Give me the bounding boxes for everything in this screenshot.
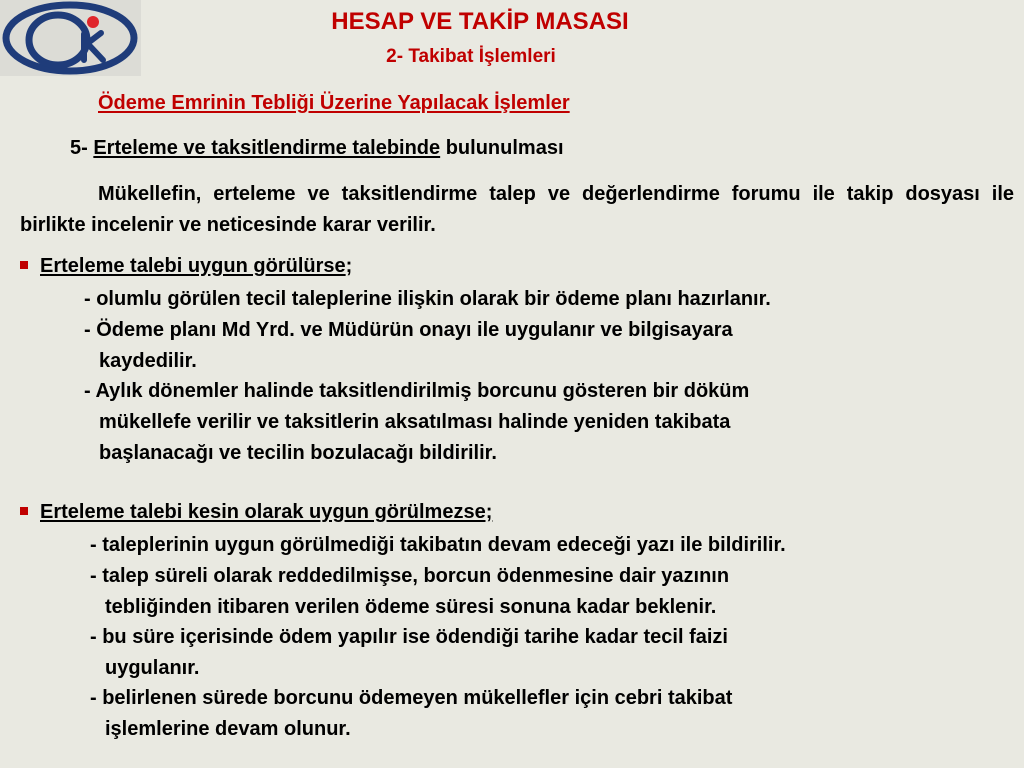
list-item xyxy=(90,530,786,561)
list-item xyxy=(84,376,749,469)
list-item-line: - Aylık dönemler halinde taksitlendirilmiş borcunu gösteren bir döküm xyxy=(84,380,750,402)
page-subtitle: 2- Takibat İşlemleri xyxy=(386,46,556,67)
subheading: Ödeme Emrinin Tebliği Üzerine Yapılacak İşlemler xyxy=(98,92,570,114)
list-item-line: işlemlerine devam olunur. xyxy=(105,718,351,740)
list-item-line: - taleplerinin uygun görülmediği takibatın devam edeceği yazı ile bildirilir. xyxy=(90,534,786,556)
intro-paragraph: Mükellefin, erteleme ve taksitlendirme talep ve değerlendirme forumu ile takip dosyası ile birlikte incelenir ve neticesinde karar verilir. xyxy=(20,183,1014,236)
page-title: HESAP VE TAKİP MASASI xyxy=(331,8,629,35)
bullet-heading-2 xyxy=(20,501,492,524)
section-number: 5- xyxy=(70,137,94,159)
bullet-heading-1 xyxy=(20,255,352,278)
list-item-line: tebliğinden itibaren verilen ödeme süresi sonuna kadar beklenir. xyxy=(105,596,717,618)
list-item-line: - belirlenen sürede borcunu ödemeyen mükellefler için cebri takibat xyxy=(90,687,733,709)
list-item-line: - Ödeme planı Md Yrd. ve Müdürün onayı ile uygulanır ve bilgisayara xyxy=(84,319,733,341)
section-title-rest: bulunulması xyxy=(440,137,564,159)
list-item-line: kaydedilir. xyxy=(99,350,197,372)
bullet-square-icon xyxy=(20,507,28,515)
bullet-square-icon xyxy=(20,261,28,269)
list-item xyxy=(84,315,733,377)
section-title-underlined: Erteleme ve taksitlendirme talebinde xyxy=(93,137,441,159)
list-item-line: - olumlu görülen tecil taleplerine ilişkin olarak bir ödeme planı hazırlanır. xyxy=(84,288,771,310)
list-item-line: mükellefe verilir ve taksitlerin aksatılması halinde yeniden takibata xyxy=(99,411,731,433)
bullet-heading-text: Erteleme talebi kesin olarak uygun görülmezse; xyxy=(40,501,493,523)
bullet-heading-text: Erteleme talebi uygun görülürse xyxy=(40,255,346,277)
list-item xyxy=(90,622,728,684)
list-item-line: - bu süre içerisinde ödem yapılır ise ödendiği tarihe kadar tecil faizi xyxy=(90,626,728,648)
list-item-line: başlanacağı ve tecilin bozulacağı bildirilir. xyxy=(99,442,497,464)
list-item xyxy=(90,561,729,623)
bullet-heading-suffix: ; xyxy=(345,255,353,277)
section-heading xyxy=(70,137,564,160)
list-item-line: - talep süreli olarak reddedilmişse, borcun ödenmesine dair yazının xyxy=(90,565,730,587)
list-item xyxy=(84,284,771,315)
list-item xyxy=(90,683,732,745)
list-item-line: uygulanır. xyxy=(105,657,200,679)
